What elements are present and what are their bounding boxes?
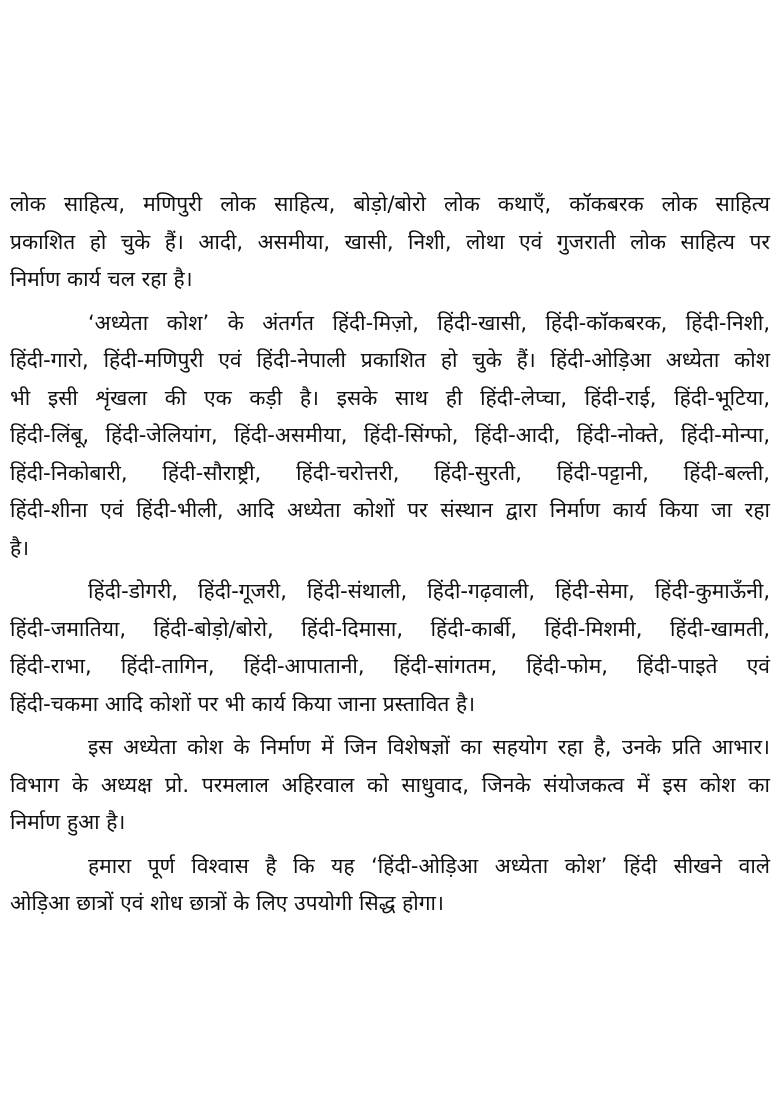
paragraph-conclusion <box>10 848 770 923</box>
text-line: हिंदी-निकोबारी, हिंदी-सौराष्ट्री, हिंदी-चरोत्तरी, हिंदी-सुरती, हिंदी-पट्टानी, हिंदी-बल्ती, <box>10 460 770 485</box>
text-line: हिंदी-गारो, हिंदी-मणिपुरी एवं हिंदी-नेपाली प्रकाशित हो चुके हैं। हिंदी-ओड़िआ अध्येता कोश <box>10 348 770 372</box>
text-line: निर्माण हुआ है। <box>10 810 126 834</box>
text-line: हिंदी-शीना एवं हिंदी-भीली, आदि अध्येता कोशों पर संस्थान द्वारा निर्माण कार्य किया जा रहा <box>10 498 770 522</box>
text-line: हिंदी-डोगरी, हिंदी-गूजरी, हिंदी-संथाली, हिंदी-गढ़वाली, हिंदी-सेमा, हिंदी-कुमाऊँनी, <box>88 579 770 603</box>
text-line: प्रकाशित हो चुके हैं। आदी, असमीया, खासी, निशी, लोथा एवं गुजराती लोक साहित्य पर <box>10 229 770 254</box>
text-line: निर्माण कार्य चल रहा है। <box>10 267 193 291</box>
paragraph-folk-literature <box>10 186 770 299</box>
text-line: भी इसी शृंखला की एक कड़ी है। इसके साथ ही हिंदी-लेप्चा, हिंदी-राई, हिंदी-भूटिया, <box>10 385 770 410</box>
text-line: हमारा पूर्ण विश्वास है कि यह ‘हिंदी-ओड़िआ अध्येता कोश’ हिंदी सीखने वाले <box>88 853 770 878</box>
text-line: ओड़िआ छात्रों एवं शोध छात्रों के लिए उपयोगी सिद्ध होगा। <box>10 891 444 915</box>
text-line: है। <box>10 535 30 560</box>
text-line: हिंदी-लिंबू, हिंदी-जेलियांग, हिंदी-असमीया, हिंदी-सिंग्फो, हिंदी-आदी, हिंदी-नोक्ते, हिंदी-मोन्पा, <box>10 423 770 447</box>
document-page <box>10 186 770 929</box>
text-line: इस अध्येता कोश के निर्माण में जिन विशेषज्ञों का सहयोग रहा है, उनके प्रति आभार। <box>88 735 770 759</box>
paragraph-acknowledgement <box>10 729 770 842</box>
text-line: ‘अध्येता कोश’ के अंतर्गत हिंदी-मिज़ो, हिंदी-खासी, हिंदी-कॉकबरक, हिंदी-निशी, <box>88 310 770 335</box>
text-line: हिंदी-चकमा आदि कोशों पर भी कार्य किया जाना प्रस्तावित है। <box>10 691 476 716</box>
paragraph-proposed-dictionaries <box>10 573 770 723</box>
text-line: हिंदी-जमातिया, हिंदी-बोड़ो/बोरो, हिंदी-दिमासा, हिंदी-कार्बी, हिंदी-मिशमी, हिंदी-खामती, <box>10 616 770 641</box>
text-line: हिंदी-राभा, हिंदी-तागिन, हिंदी-आपातानी, हिंदी-सांगतम, हिंदी-फोम, हिंदी-पाइते एवं <box>10 654 770 678</box>
text-line: विभाग के अध्यक्ष प्रो. परमलाल अहिरवाल को साधुवाद, जिनके संयोजकत्व में इस कोश का <box>10 772 770 797</box>
text-line: लोक साहित्य, मणिपुरी लोक साहित्य, बोड़ो/बोरो लोक कथाएँ, कॉकबरक लोक साहित्य <box>10 192 770 216</box>
paragraph-learner-dictionaries <box>10 305 770 568</box>
